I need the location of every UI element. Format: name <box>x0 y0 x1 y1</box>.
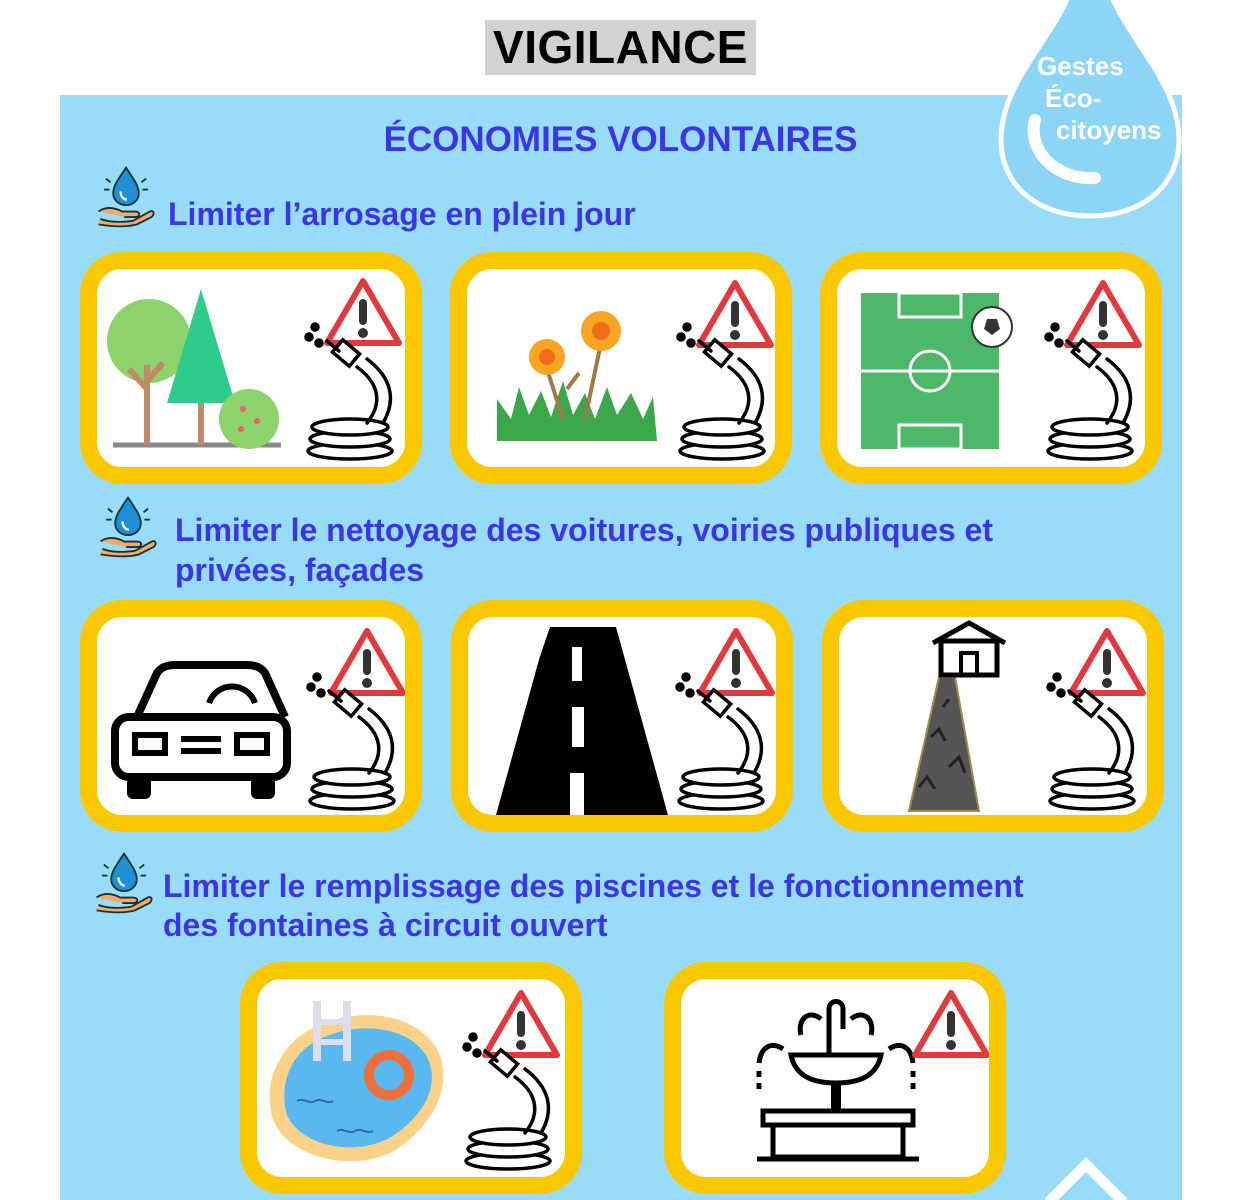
warning-icon <box>700 631 772 693</box>
road-illustration <box>468 617 776 815</box>
warning-icon <box>331 631 403 693</box>
card-fountain <box>664 962 1006 1194</box>
card-pool <box>240 962 582 1194</box>
warning-icon <box>327 281 399 343</box>
trees-illustration <box>97 269 405 467</box>
house-driveway-illustration <box>839 617 1147 815</box>
badge-line-1: Gestes <box>1037 51 1124 81</box>
card-flowers <box>450 252 792 484</box>
card-road <box>451 600 793 832</box>
water-hand-icon <box>94 164 158 228</box>
car-illustration <box>97 617 405 815</box>
section-2-title-line-1: Limiter le nettoyage des voitures, voiries publiques et <box>175 512 993 548</box>
warning-icon <box>915 993 987 1055</box>
card-football-field <box>820 252 1162 484</box>
section-3-title-line-1: Limiter le remplissage des piscines et le fonctionnement <box>163 868 1024 904</box>
fountain-illustration <box>681 979 989 1177</box>
water-hand-icon <box>92 850 156 914</box>
warning-icon <box>1071 631 1143 693</box>
pool-illustration <box>257 979 565 1177</box>
warning-icon <box>1067 283 1139 345</box>
card-trees <box>80 252 422 484</box>
page-title: VIGILANCE <box>493 21 748 73</box>
section-2-title-line-2: privées, façades <box>175 552 425 588</box>
water-hand-icon <box>96 494 160 558</box>
flowers-illustration <box>467 269 775 467</box>
page-title-box <box>485 20 756 75</box>
section-3-title-line-2: des fontaines à circuit ouvert <box>163 907 608 943</box>
warning-icon <box>699 283 771 345</box>
badge-line-2: Éco- <box>1045 83 1102 113</box>
bottom-arrow-decoration <box>1036 1150 1136 1200</box>
section-1-title: Limiter l’arrosage en plein jour <box>168 196 636 232</box>
warning-icon <box>485 993 557 1055</box>
card-house-driveway <box>822 600 1164 832</box>
football-field-illustration <box>837 269 1145 467</box>
card-car <box>80 600 422 832</box>
panel-subtitle: ÉCONOMIES VOLONTAIRES <box>383 120 858 159</box>
badge-line-3: citoyens <box>1056 115 1162 145</box>
